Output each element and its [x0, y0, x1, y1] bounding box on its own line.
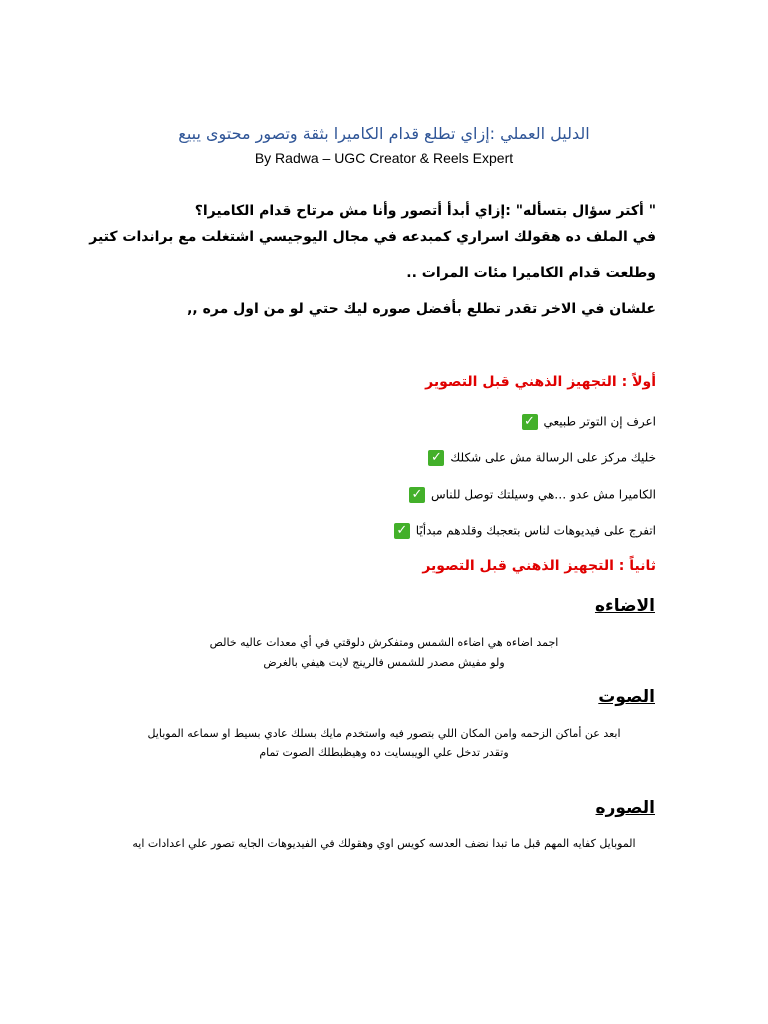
intro-line-3: وطلعت قدام الكاميرا مئات المرات .. [406, 265, 656, 281]
checklist-item [428, 450, 656, 466]
checklist-item-label: اتفرج على فيديوهات لناس بتعجبك وقلدهم مبدأيًا [415, 523, 656, 538]
checklist-item-label: الكاميرا مش عدو …هي وسيلتك توصل للناس [430, 487, 656, 502]
lighting-heading: الاضاءه [594, 596, 655, 616]
check-mark-button-icon: ✓ [409, 487, 425, 503]
checklist-item-label: خليك مركز على الرسالة مش على شكلك [450, 450, 656, 465]
sound-line-2: وتقدر تدخل علي الويبسايت ده وهيظبطلك الصوت تمام [259, 746, 509, 759]
checklist-item [409, 487, 656, 503]
document-title: الدليل العملي :إزاي تطلع قدام الكاميرا بثقة وتصور محتوى يبيع [178, 124, 590, 143]
sound-heading: الصوت [598, 687, 655, 707]
check-mark-button-icon: ✓ [394, 523, 410, 539]
section-2-heading: ثانياً : التجهيز الذهني قبل التصوير [422, 558, 656, 574]
checklist-item [394, 523, 656, 539]
intro-line-1: " أكتر سؤال بتسأله" :إزاي أبدأ أتصور وأنا مش مرتاح قدام الكاميرا؟ [194, 203, 656, 219]
author-byline: By Radwa – UGC Creator & Reels Expert [254, 150, 514, 166]
checklist-item [522, 414, 657, 430]
check-mark-button-icon: ✓ [428, 450, 444, 466]
lighting-line-1: اجمد اضاءه هي اضاءه الشمس ومتفكرش دلوقتي في أي معدات عاليه خالص [209, 636, 559, 649]
lighting-line-2: ولو مفيش مصدر للشمس فالرينج لايت هيفي بالغرض [263, 656, 505, 669]
image-line-1: الموبايل كفايه المهم قبل ما تبدا نضف العدسه كويس اوي وهقولك في الفيديوهات الجايه تصور علي اعدادات ايه [132, 837, 636, 850]
intro-line-4: علشان في الاخر تقدر تطلع بأفضل صوره ليك حتي لو من اول مره ,, [187, 301, 656, 317]
checklist-item-label: اعرف إن التوتر طبيعي [543, 414, 656, 429]
intro-line-2: في الملف ده هقولك اسراري كمبدعه في مجال اليوجيسي اشتغلت مع براندات كتير [89, 229, 656, 245]
image-heading: الصوره [595, 798, 655, 818]
section-1-heading: أولاً : التجهيز الذهني قبل التصوير [425, 374, 656, 390]
check-mark-button-icon: ✓ [522, 414, 538, 430]
sound-line-1: ابعد عن أماكن الزحمه وامن المكان اللي بتصور فيه واستخدم مايك بسلك عادي بسيط او سماعه الموبايل [147, 727, 621, 740]
